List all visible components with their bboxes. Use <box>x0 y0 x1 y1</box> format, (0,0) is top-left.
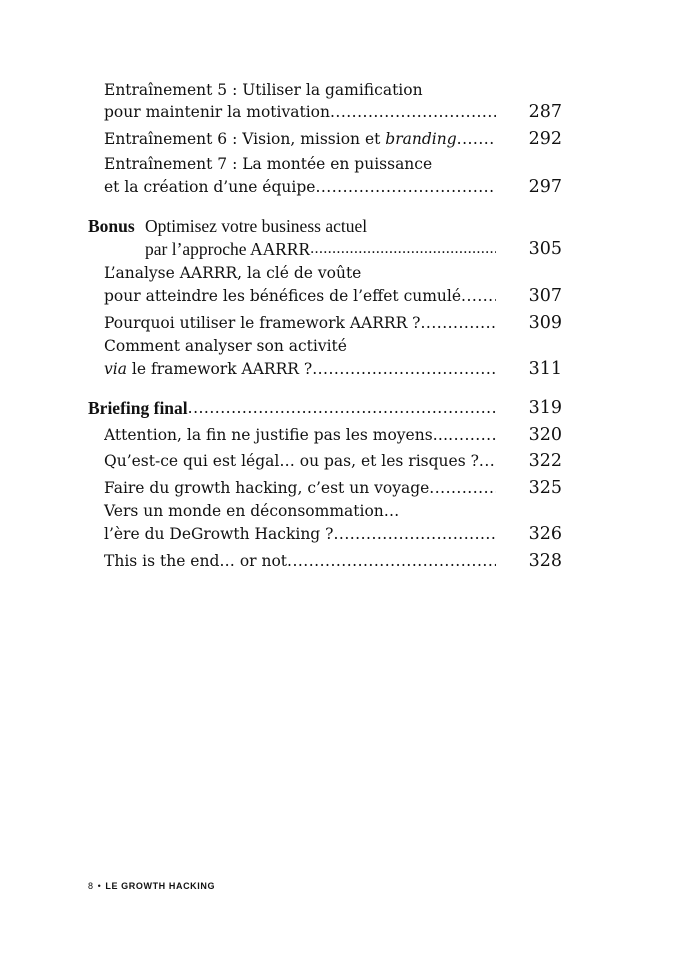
leader-dots <box>461 286 496 306</box>
leader-dots <box>188 397 496 419</box>
bonus-title-line1: Optimisez votre business actuel <box>145 216 368 236</box>
toc-entry-legal: Qu’est-ce qui est légal… ou pas, et les risques ? ..... <box>104 451 496 471</box>
toc-entry-how-page: 311 <box>528 359 562 379</box>
footer-bullet: • <box>97 881 102 891</box>
toc-entry-5-line1: Entraînement 5 : Utiliser la gamification <box>104 81 423 99</box>
page-footer <box>88 881 215 891</box>
toc-entry-how-line2: via le framework AARRR ? ..... <box>104 359 496 379</box>
toc-entry-aarrr-line1: L’analyse AARRR, la clé de voûte <box>104 264 362 282</box>
footer-book-title: LE GROWTH HACKING <box>105 881 216 891</box>
toc-entry-5-line2: pour maintenir la motivation ..... <box>104 102 496 122</box>
toc-entry-journey-page: 325 <box>528 478 562 498</box>
toc-entry-degrowth-line1: Vers un monde en déconsommation… <box>104 502 400 520</box>
toc-entry-7-page: 297 <box>528 177 562 197</box>
leader-dots <box>287 551 496 571</box>
leader-dots <box>312 359 496 379</box>
bonus-page: 305 <box>528 239 562 259</box>
toc-entry-7-line2: et la création d’une équipe ..... <box>104 177 496 197</box>
toc-entry-degrowth-line2: l’ère du DeGrowth Hacking ? ..... <box>104 524 496 544</box>
toc-entry-journey: Faire du growth hacking, c’est un voyage ..... <box>104 478 496 498</box>
footer-page-number: 8 <box>88 881 94 891</box>
toc-entry-degrowth-page: 326 <box>528 524 562 544</box>
toc-entry-end-means-page: 320 <box>528 425 562 445</box>
briefing-page: 319 <box>528 398 562 418</box>
leader-dots <box>457 129 496 149</box>
bonus-heading: Bonus <box>88 216 135 236</box>
toc-entry-why-page: 309 <box>528 313 562 333</box>
toc-entry-7-line1: Entraînement 7 : La montée en puissance <box>104 155 433 173</box>
toc-entry-the-end-page: 328 <box>528 551 562 571</box>
briefing-heading: Briefing final ..... <box>88 397 496 419</box>
toc-entry-6: Entraînement 6 : Vision, mission et branding ..... <box>104 129 496 149</box>
toc-entry-aarrr-page: 307 <box>528 286 562 306</box>
leader-dots <box>310 238 496 260</box>
leader-dots <box>448 425 496 445</box>
leader-dots <box>420 313 496 333</box>
leader-dots <box>315 177 496 197</box>
leader-dots <box>333 524 496 544</box>
toc-entry-5-page: 287 <box>528 102 562 122</box>
leader-dots <box>429 478 496 498</box>
toc-entry-legal-page: 322 <box>528 451 562 471</box>
toc-entry-the-end: This is the end… or not ..... <box>104 551 496 571</box>
toc-entry-end-means: Attention, la fin ne justifie pas les moyens… ..... <box>104 425 496 445</box>
leader-dots <box>330 102 496 122</box>
toc-entry-how-line1: Comment analyser son activité <box>104 337 347 355</box>
toc-entry-6-page: 292 <box>528 129 562 149</box>
toc-entry-why: Pourquoi utiliser le framework AARRR ? ..... <box>104 313 496 333</box>
toc-entry-aarrr-line2: pour atteindre les bénéfices de l’effet cumulé ..... <box>104 286 496 306</box>
bonus-title-line2: par l’approche AARRR ..... <box>145 238 496 260</box>
leader-dots <box>479 451 496 471</box>
